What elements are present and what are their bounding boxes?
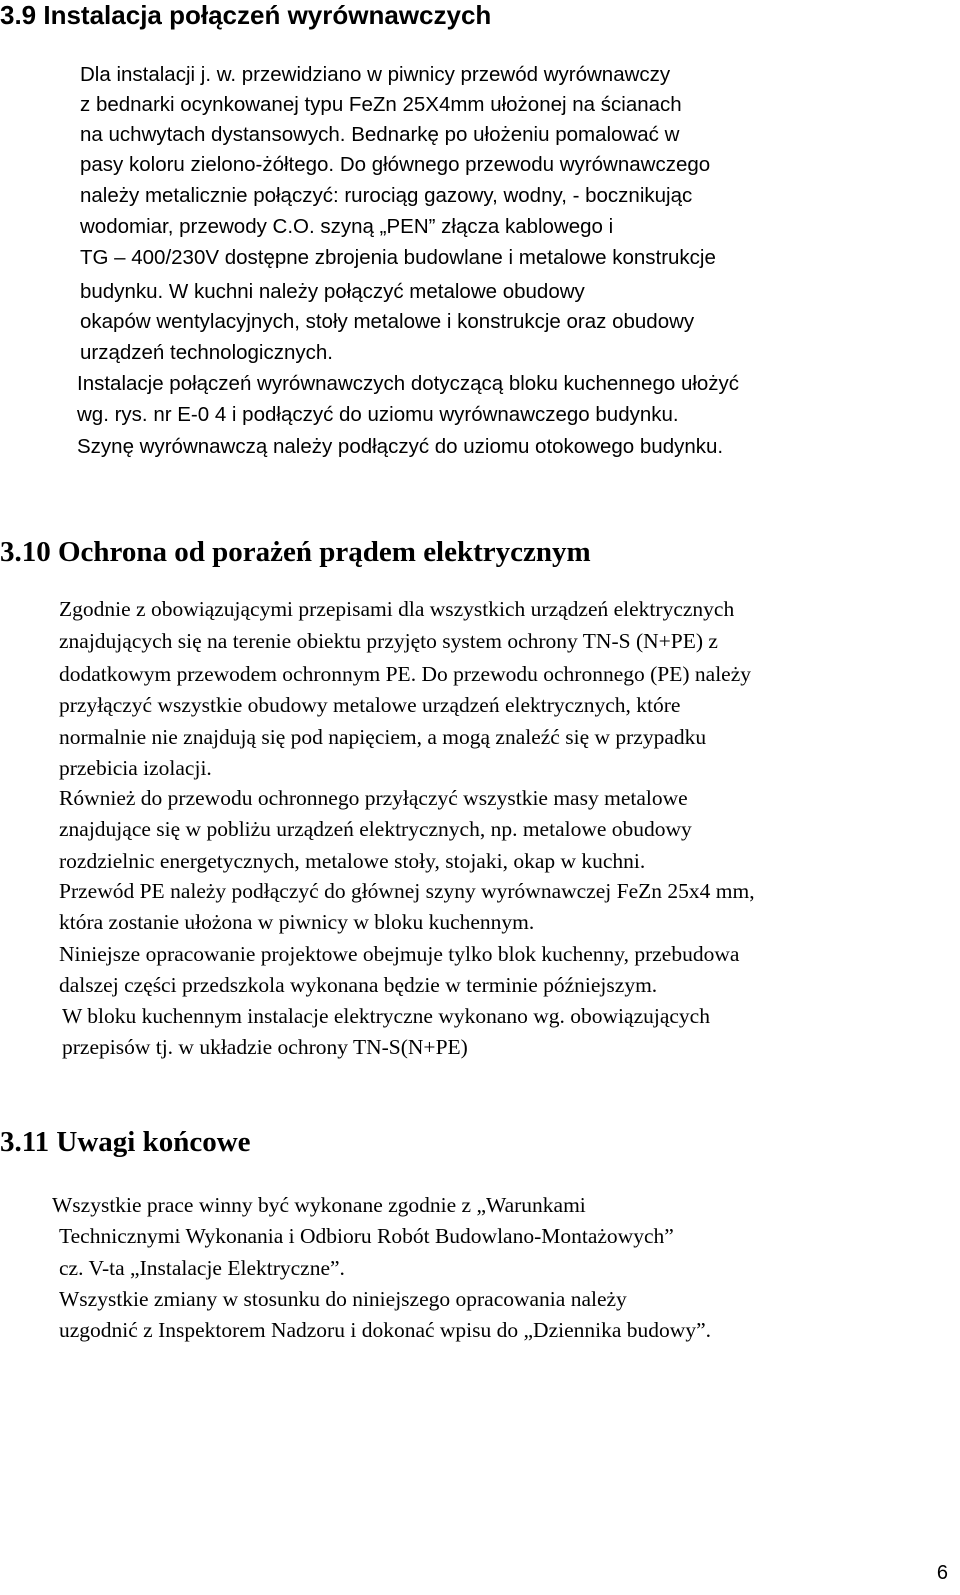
paragraph-line: przyłączyć wszystkie obudowy metalowe urządzeń elektrycznych, które xyxy=(59,693,681,717)
paragraph-line: Technicznymi Wykonania i Odbioru Robót Budowlano-Montażowych” xyxy=(59,1224,674,1248)
paragraph-line: z bednarki ocynkowanej typu FeZn 25X4mm ułożonej na ścianach xyxy=(80,93,682,116)
paragraph-line: Wszystkie prace winny być wykonane zgodnie z „Warunkami xyxy=(52,1193,586,1217)
paragraph-line: Przewód PE należy podłączyć do głównej szyny wyrównawczej FeZn 25x4 mm, xyxy=(59,879,755,903)
paragraph-line: Również do przewodu ochronnego przyłączyć wszystkie masy metalowe xyxy=(59,786,688,810)
section-heading: 3.10 Ochrona od porażeń prądem elektrycznym xyxy=(0,536,591,568)
paragraph-line: Szynę wyrównawczą należy podłączyć do uziomu otokowego budynku. xyxy=(77,435,724,458)
paragraph-line: Niniejsze opracowanie projektowe obejmuje tylko blok kuchenny, przebudowa xyxy=(59,942,740,966)
paragraph-line: Instalacje połączeń wyrównawczych dotyczącą bloku kuchennego ułożyć xyxy=(77,372,740,395)
paragraph-line: TG – 400/230V dostępne zbrojenia budowlane i metalowe konstrukcje xyxy=(80,246,716,269)
section-heading: 3.11 Uwagi końcowe xyxy=(0,1126,251,1158)
section-heading: 3.9 Instalacja połączeń wyrównawczych xyxy=(0,0,492,30)
paragraph-line: Zgodnie z obowiązującymi przepisami dla wszystkich urządzeń elektrycznych xyxy=(59,597,735,621)
paragraph-line: cz. V-ta „Instalacje Elektryczne”. xyxy=(59,1256,345,1280)
paragraph-line: budynku. W kuchni należy połączyć metalowe obudowy xyxy=(80,280,585,303)
paragraph-line: przebicia izolacji. xyxy=(59,756,212,780)
paragraph-line: uzgodnić z Inspektorem Nadzoru i dokonać wpisu do „Dziennika budowy”. xyxy=(59,1318,711,1342)
paragraph-line: należy metalicznie połączyć: rurociąg gazowy, wodny, - bocznikując xyxy=(80,184,693,207)
paragraph-line: wg. rys. nr E-0 4 i podłączyć do uziomu wyrównawczego budynku. xyxy=(77,403,679,426)
paragraph-line: która zostanie ułożona w piwnicy w bloku kuchennym. xyxy=(59,910,535,934)
paragraph-line: W bloku kuchennym instalacje elektryczne wykonano wg. obowiązujących xyxy=(62,1004,710,1028)
paragraph-line: okapów wentylacyjnych, stoły metalowe i konstrukcje oraz obudowy xyxy=(80,310,695,333)
paragraph-line: dalszej części przedszkola wykonana będzie w terminie późniejszym. xyxy=(59,973,658,997)
paragraph-line: Dla instalacji j. w. przewidziano w piwnicy przewód wyrównawczy xyxy=(80,63,671,86)
paragraph-line: urządzeń technologicznych. xyxy=(80,341,333,364)
page-number: 6 xyxy=(936,1562,948,1584)
paragraph-line: znajdujące się w pobliżu urządzeń elektrycznych, np. metalowe obudowy xyxy=(59,817,692,841)
paragraph-line: Wszystkie zmiany w stosunku do niniejszego opracowania należy xyxy=(59,1287,627,1311)
paragraph-line: wodomiar, przewody C.O. szyną „PEN” złącza kablowego i xyxy=(80,215,614,238)
paragraph-line: dodatkowym przewodem ochronnym PE. Do przewodu ochronnego (PE) należy xyxy=(59,662,751,686)
paragraph-line: rozdzielnic energetycznych, metalowe stoły, stojaki, okap w kuchni. xyxy=(59,849,646,873)
paragraph-line: znajdujących się na terenie obiektu przyjęto system ochrony TN-S (N+PE) z xyxy=(59,629,718,653)
paragraph-line: pasy koloru zielono-żółtego. Do głównego przewodu wyrównawczego xyxy=(80,153,711,176)
paragraph-line: na uchwytach dystansowych. Bednarkę po ułożeniu pomalować w xyxy=(80,123,680,146)
paragraph-line: przepisów tj. w układzie ochrony TN-S(N+PE) xyxy=(62,1035,468,1059)
paragraph-line: normalnie nie znajdują się pod napięciem, a mogą znaleźć się w przypadku xyxy=(59,725,707,749)
